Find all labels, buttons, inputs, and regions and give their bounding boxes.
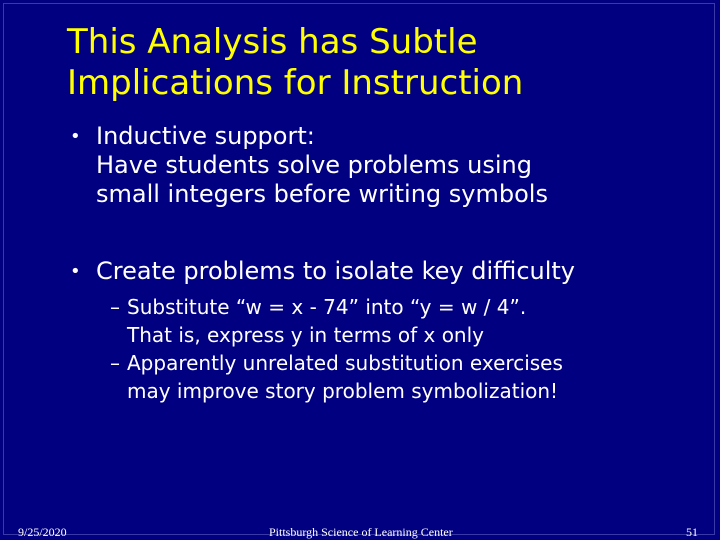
footer-date: 9/25/2020: [18, 525, 67, 539]
footer-organization: Pittsburgh Science of Learning Center: [269, 525, 453, 539]
sub-bullet-marker: –: [110, 295, 120, 319]
bullet-marker: •: [70, 126, 81, 147]
footer-page-number: 51: [686, 525, 698, 539]
bullet-text: Create problems to isolate key difficulty: [96, 257, 576, 285]
sub-bullet-text: Substitute “w = x - 74” into “y = w / 4”. That is, express y in terms of x only: [127, 295, 527, 347]
bullet-marker: •: [70, 261, 81, 282]
bullet-text: Inductive support: Have students solve problems using small integers before writing symbols: [96, 122, 548, 208]
sub-bullet-item: [110, 293, 670, 349]
title-line-2: Implications for Instruction: [67, 63, 524, 103]
sub-bullet-marker: –: [110, 351, 120, 375]
title-line-1: This Analysis has Subtle: [67, 22, 478, 62]
sub-bullet-text: Apparently unrelated substitution exercises may improve story problem symbolization!: [127, 351, 563, 403]
sub-bullet-item: [110, 349, 670, 405]
slide-title: [67, 22, 687, 104]
sub-bullet-list: [110, 293, 670, 405]
